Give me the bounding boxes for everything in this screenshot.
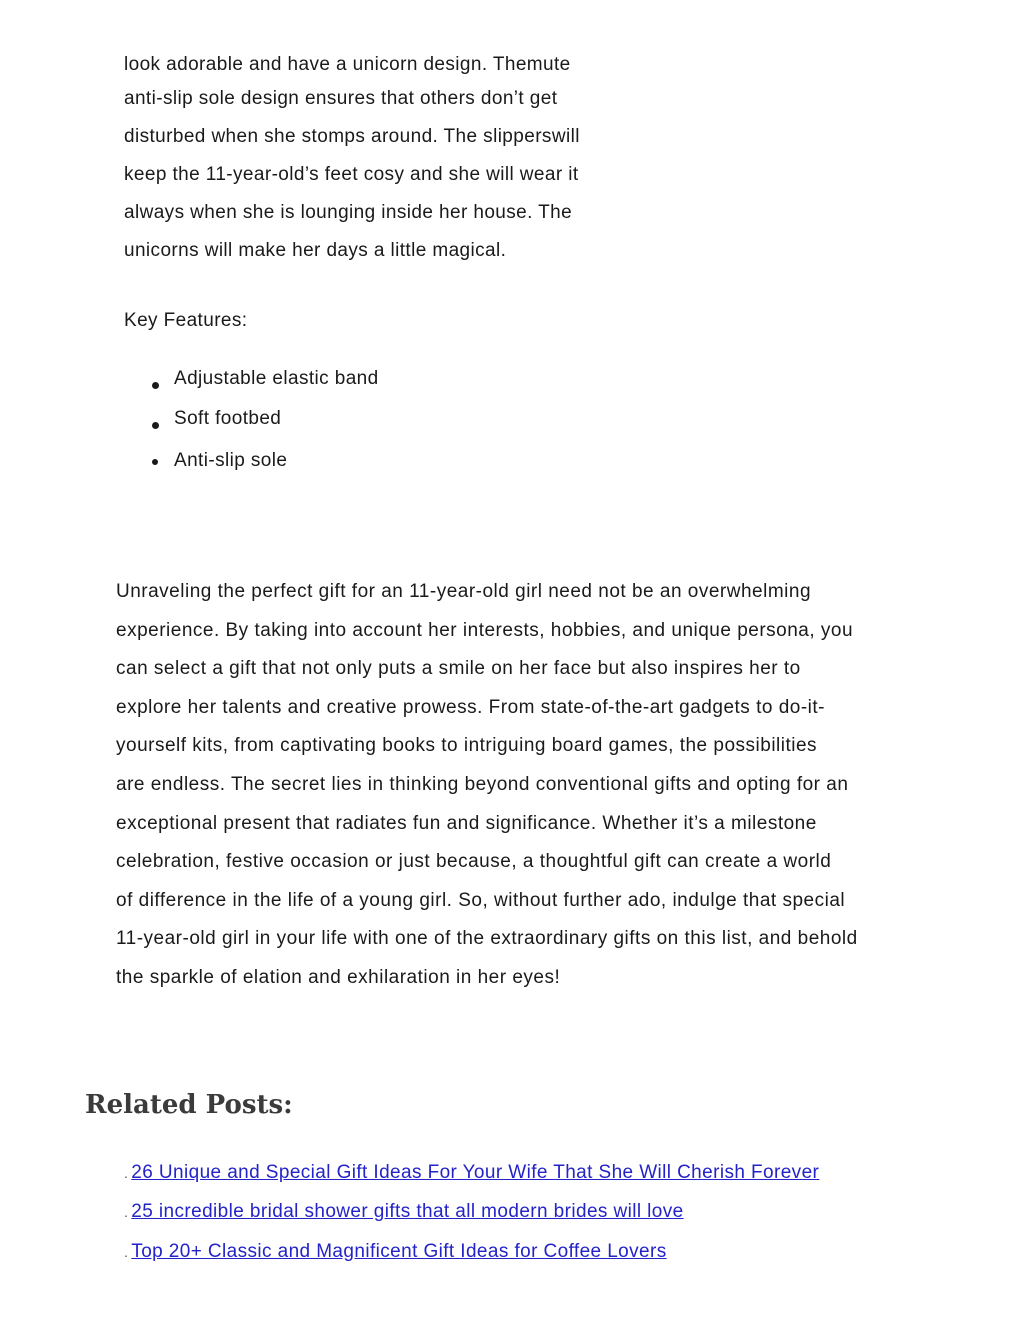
paragraph-line: celebration, festive occasion or just because, a thoughtful gift can create a world — [116, 851, 832, 873]
paragraph-line: explore her talents and creative prowess. From state-of-the-art gadgets to do-it- — [116, 696, 825, 718]
description-line: look adorable and have a unicorn design. Themute — [124, 54, 571, 75]
list-item — [124, 1199, 819, 1238]
related-post-link[interactable]: 26 Unique and Special Gift Ideas For Your Wife That She Will Cherish Forever — [131, 1162, 820, 1183]
list-item — [124, 1239, 819, 1278]
list-item — [150, 406, 379, 448]
description-line: unicorns will make her days a little magical. — [124, 240, 507, 261]
feature-text: Anti-slip sole — [174, 450, 288, 471]
related-post-link[interactable]: 25 incredible bridal shower gifts that all modern brides will love — [131, 1201, 684, 1223]
feature-text: Soft footbed — [174, 408, 282, 429]
bullet-dot: . — [124, 1243, 129, 1260]
paragraph-line: exceptional present that radiates fun and significance. Whether it’s a milestone — [116, 812, 817, 834]
list-item — [150, 448, 379, 474]
bullet-icon — [152, 459, 158, 465]
paragraph-line: Unraveling the perfect gift for an 11-year-old girl need not be an overwhelming — [116, 581, 812, 602]
paragraph-line: are endless. The secret lies in thinking beyond conventional gifts and opting for an — [116, 773, 849, 795]
description-line: keep the 11-year-old’s feet cosy and she will wear it — [124, 164, 579, 185]
feature-text: Adjustable elastic band — [174, 368, 379, 389]
related-posts-heading: Related Posts: — [85, 1090, 293, 1120]
description-line: disturbed when she stomps around. The slipperswill — [124, 126, 580, 147]
paragraph-line: experience. By taking into account her interests, hobbies, and unique persona, you — [116, 619, 854, 641]
bullet-icon — [152, 422, 159, 429]
features-list — [150, 366, 379, 474]
description-line: anti-slip sole design ensures that others don’t get — [124, 88, 558, 109]
key-features-heading: Key Features: — [124, 310, 248, 331]
bullet-dot: . — [124, 1204, 129, 1221]
list-item — [150, 366, 379, 406]
description-line: always when she is lounging inside her house. The — [124, 202, 573, 223]
paragraph-line: of difference in the life of a young girl. So, without further ado, indulge that special — [116, 889, 846, 911]
related-post-link[interactable]: Top 20+ Classic and Magnificent Gift Ideas for Coffee Lovers — [131, 1240, 667, 1262]
product-description — [124, 52, 644, 276]
bullet-dot: . — [124, 1165, 129, 1181]
paragraph-line: yourself kits, from captivating books to intriguing board games, the possibilities — [116, 735, 818, 757]
paragraph-line: can select a gift that not only puts a smile on her face but also inspires her to — [116, 658, 801, 680]
list-item — [124, 1160, 819, 1199]
paragraph-line: 11-year-old girl in your life with one of the extraordinary gifts on this list, and behold — [116, 928, 858, 950]
conclusion-paragraph — [116, 579, 916, 1004]
bullet-icon — [152, 382, 159, 389]
paragraph-line: the sparkle of elation and exhilaration in her eyes! — [116, 966, 561, 988]
related-posts-list — [124, 1160, 819, 1278]
